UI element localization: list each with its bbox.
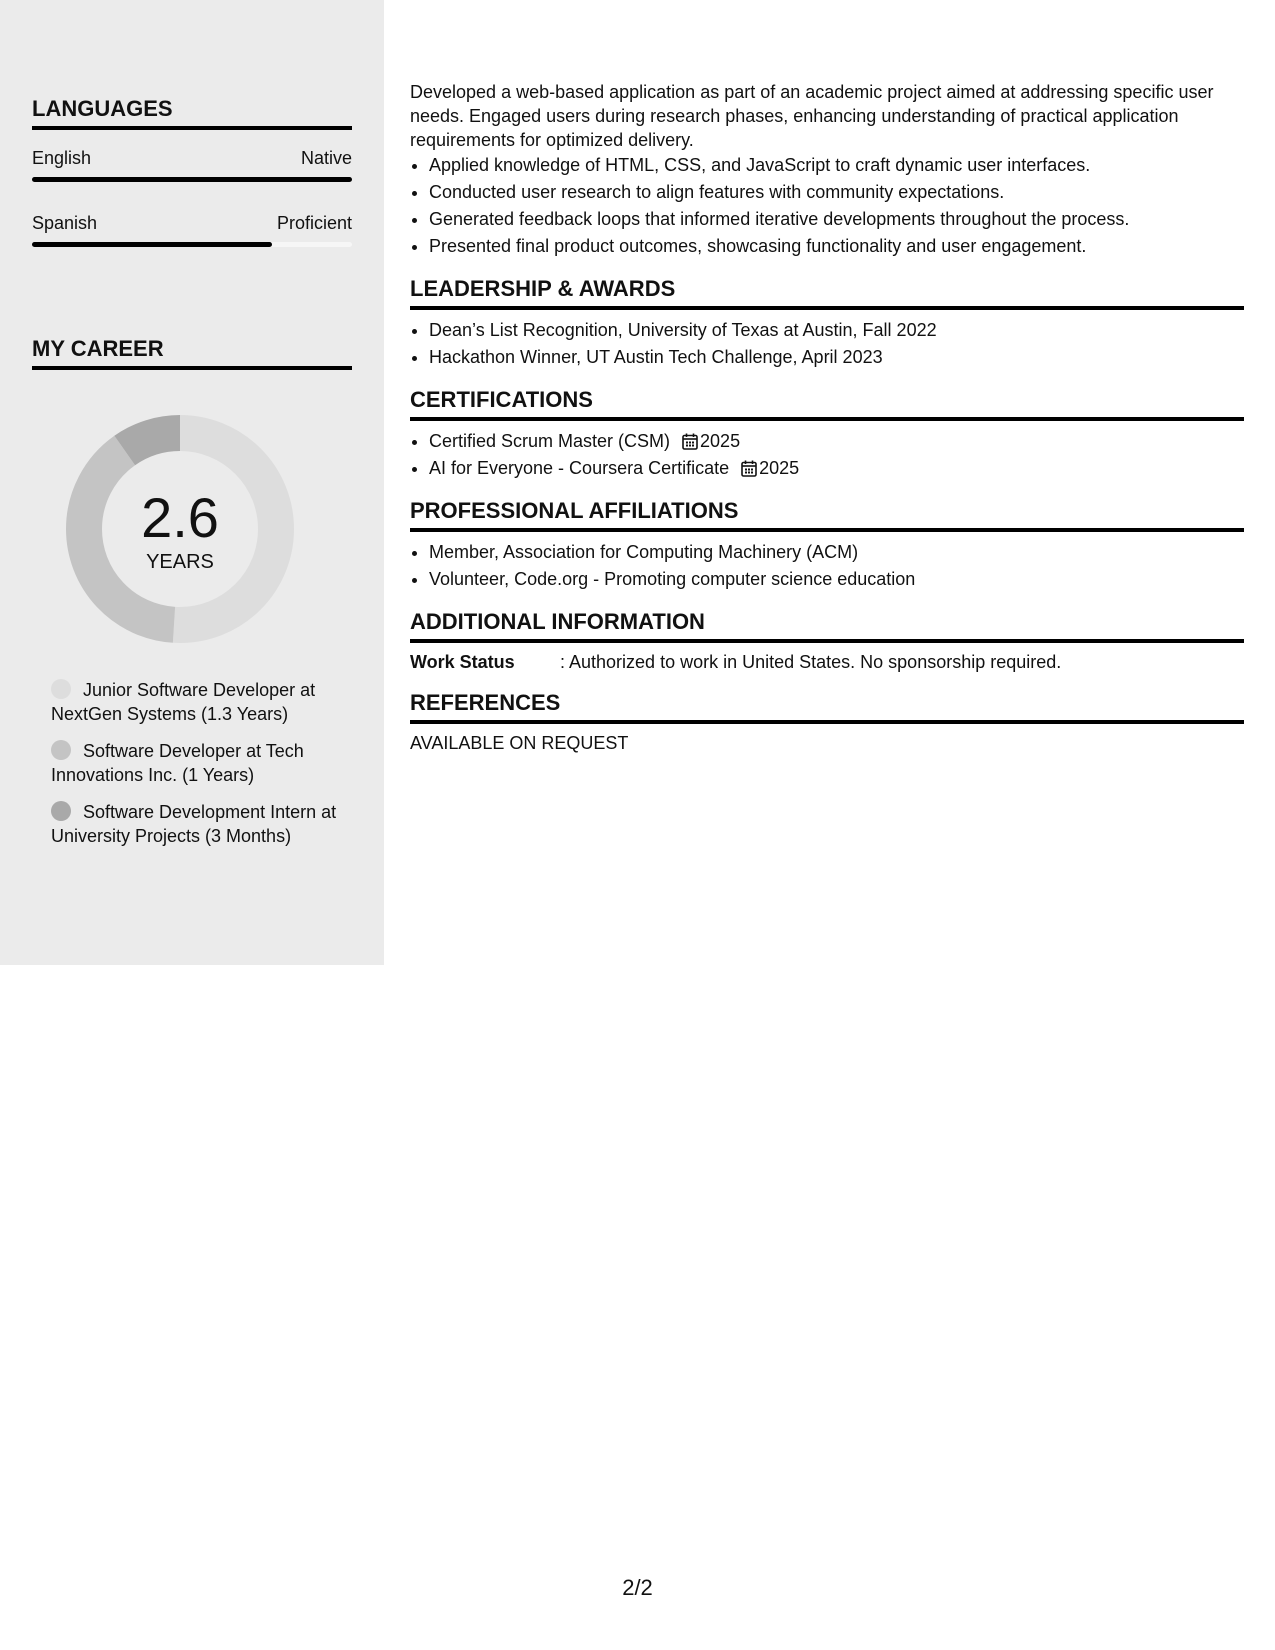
language-proficiency-fill [32,177,352,182]
certifications-list [410,428,1244,482]
project-bullets [410,152,1244,260]
legend-color-dot [51,801,71,821]
sidebar [0,0,384,965]
language-proficiency-bar [32,177,352,182]
career-legend-item [51,739,341,787]
language-item-spanish [32,212,352,247]
list-item: • Member, Association for Computing Machinery (ACM) [429,539,1244,566]
legend-color-dot [51,679,71,699]
language-proficiency-fill [32,242,272,247]
list-item: • Presented final product outcomes, showcasing functionality and user engagement. [429,233,1244,260]
leadership-list [410,317,1244,371]
page-number: 2/2 [622,1575,653,1600]
certification-year: 2025 [700,431,741,451]
legend-label: Software Development Intern at University Projects (3 Months) [51,802,337,846]
main-content [410,80,1244,755]
certification-year: 2025 [759,458,800,478]
certification-name: Certified Scrum Master (CSM) [429,431,671,451]
certification-name: AI for Everyone - Coursera Certificate [429,458,730,478]
calendar-icon [741,460,757,477]
work-status-row [410,650,1244,674]
language-proficiency-bar [32,242,352,247]
career-heading: MY CAREER [32,336,352,370]
list-item: • Volunteer, Code.org - Promoting computer science education [429,566,1244,593]
legend-label: Software Developer at Tech Innovations Inc. (1 Years) [51,741,304,785]
references-text: AVAILABLE ON REQUEST [410,733,629,753]
affiliations-heading: PROFESSIONAL AFFILIATIONS [410,498,1244,532]
references-heading: REFERENCES [410,690,1244,724]
list-item [429,455,1244,482]
certifications-heading: CERTIFICATIONS [410,387,1244,421]
career-legend-item [51,678,341,726]
list-item: • Applied knowledge of HTML, CSS, and JavaScript to craft dynamic user interfaces. [429,152,1244,179]
career-total-unit: YEARS [146,551,214,573]
list-item: • Conducted user research to align features with community expectations. [429,179,1244,206]
work-status-value: : Authorized to work in United States. No sponsorship required. [560,652,1062,672]
legend-color-dot [51,740,71,760]
career-section [32,336,352,370]
language-name: Spanish [32,213,98,233]
languages-heading: LANGUAGES [32,96,352,130]
language-level: Proficient [276,213,352,233]
list-item: • Hackathon Winner, UT Austin Tech Challenge, April 2023 [429,344,1244,371]
list-item [429,428,1244,455]
language-name: English [32,148,92,168]
career-legend [51,678,341,861]
affiliations-list [410,539,1244,593]
calendar-icon [682,433,698,450]
legend-label: Junior Software Developer at NextGen Systems (1.3 Years) [51,680,316,724]
career-legend-item [51,800,341,848]
work-status-label: Work Status [410,652,515,672]
career-total-years: 2.6 [141,486,219,549]
list-item: • Dean’s List Recognition, University of Texas at Austin, Fall 2022 [429,317,1244,344]
language-level: Native [300,148,352,168]
language-item-english [32,147,352,182]
leadership-heading: LEADERSHIP & AWARDS [410,276,1244,310]
languages-section [32,96,352,247]
list-item: • Generated feedback loops that informed iterative developments throughout the process. [429,206,1244,233]
additional-info-heading: ADDITIONAL INFORMATION [410,609,1244,643]
project-description: Developed a web-based application as part of an academic project aimed at addressing specific user needs. Engaged users during research phases, enhancing understanding of practical application requirements for optimized delivery. [410,82,1214,150]
